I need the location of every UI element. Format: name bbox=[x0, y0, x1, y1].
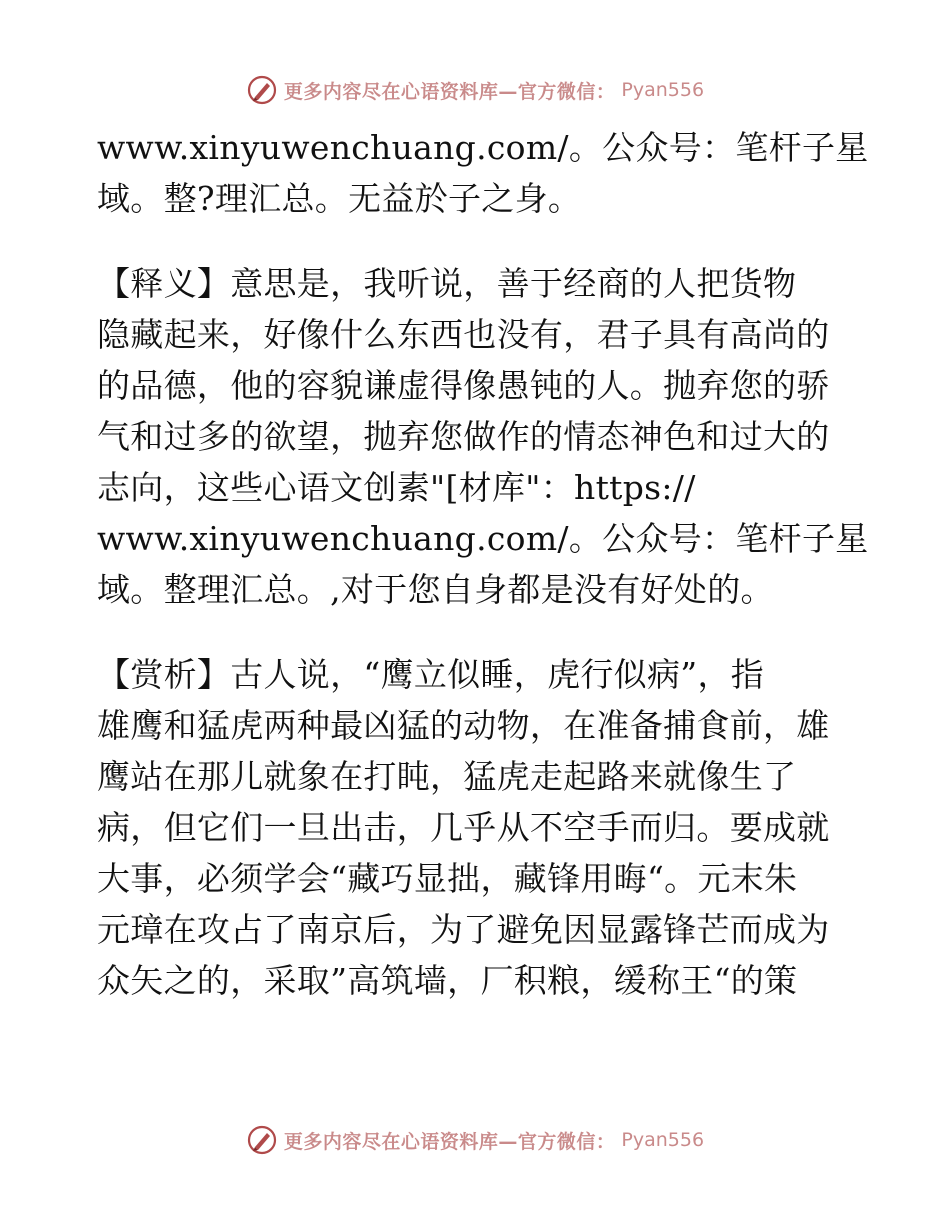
text-line: 大事，必须学会“藏巧显拙，藏锋用晦“。元末朱 bbox=[97, 859, 798, 898]
footer-banner bbox=[0, 1120, 950, 1160]
text-line: 域。整?理汇总。无益於子之身。 bbox=[97, 179, 582, 218]
text-line: 【释义】意思是，我听说，善于经商的人把货物 bbox=[97, 264, 797, 303]
text-line: 元璋在攻占了南京后，为了避免因显露锋芒而成为 bbox=[97, 910, 830, 949]
text-line: 鹰站在那儿就象在打盹，猛虎走起路来就像生了 bbox=[97, 757, 797, 796]
header-banner bbox=[0, 70, 950, 110]
text-line: 域。整理汇总。,对于您自身都是没有好处的。 bbox=[97, 570, 774, 609]
text-line: 众矢之的，采取”高筑墙，厂积粮，缓称王“的策 bbox=[97, 961, 798, 1000]
text-line: 【赏析】古人说，“鹰立似睡，虎行似病”，指 bbox=[97, 655, 765, 694]
footer-banner-text: 更多内容尽在心语资料库—官方微信： bbox=[283, 1130, 616, 1153]
header-banner-text: 更多内容尽在心语资料库—官方微信： bbox=[283, 80, 616, 103]
text-line: 志向，这些心语文创素"[材库"：https:// bbox=[97, 468, 696, 507]
header-banner-content bbox=[246, 74, 704, 106]
text-line: 的品德，他的容貌谦虚得像愚钝的人。抛弃您的骄 bbox=[97, 366, 830, 405]
document-body bbox=[97, 122, 869, 1006]
text-line: 雄鹰和猛虎两种最凶猛的动物，在准备捕食前，雄 bbox=[97, 706, 830, 745]
footer-banner-content bbox=[246, 1124, 704, 1156]
text-line: www.xinyuwenchuang.com/。公众号：笔杆子星 bbox=[97, 519, 869, 558]
pen-logo-icon bbox=[246, 1124, 278, 1156]
paragraph-1 bbox=[97, 122, 869, 224]
pen-logo-icon bbox=[246, 74, 278, 106]
header-wechat-id: Pyan556 bbox=[621, 79, 705, 101]
text-line: 病，但它们一旦出击，几乎从不空手而归。要成就 bbox=[97, 808, 830, 847]
paragraph-definition bbox=[97, 258, 869, 615]
footer-wechat-id: Pyan556 bbox=[621, 1129, 705, 1151]
paragraph-analysis bbox=[97, 649, 853, 1006]
text-line: 隐藏起来，好像什么东西也没有，君子具有高尚的 bbox=[97, 315, 830, 354]
text-line: 气和过多的欲望，抛弃您做作的情态神色和过大的 bbox=[97, 417, 830, 456]
text-line: www.xinyuwenchuang.com/。公众号：笔杆子星 bbox=[97, 128, 869, 167]
